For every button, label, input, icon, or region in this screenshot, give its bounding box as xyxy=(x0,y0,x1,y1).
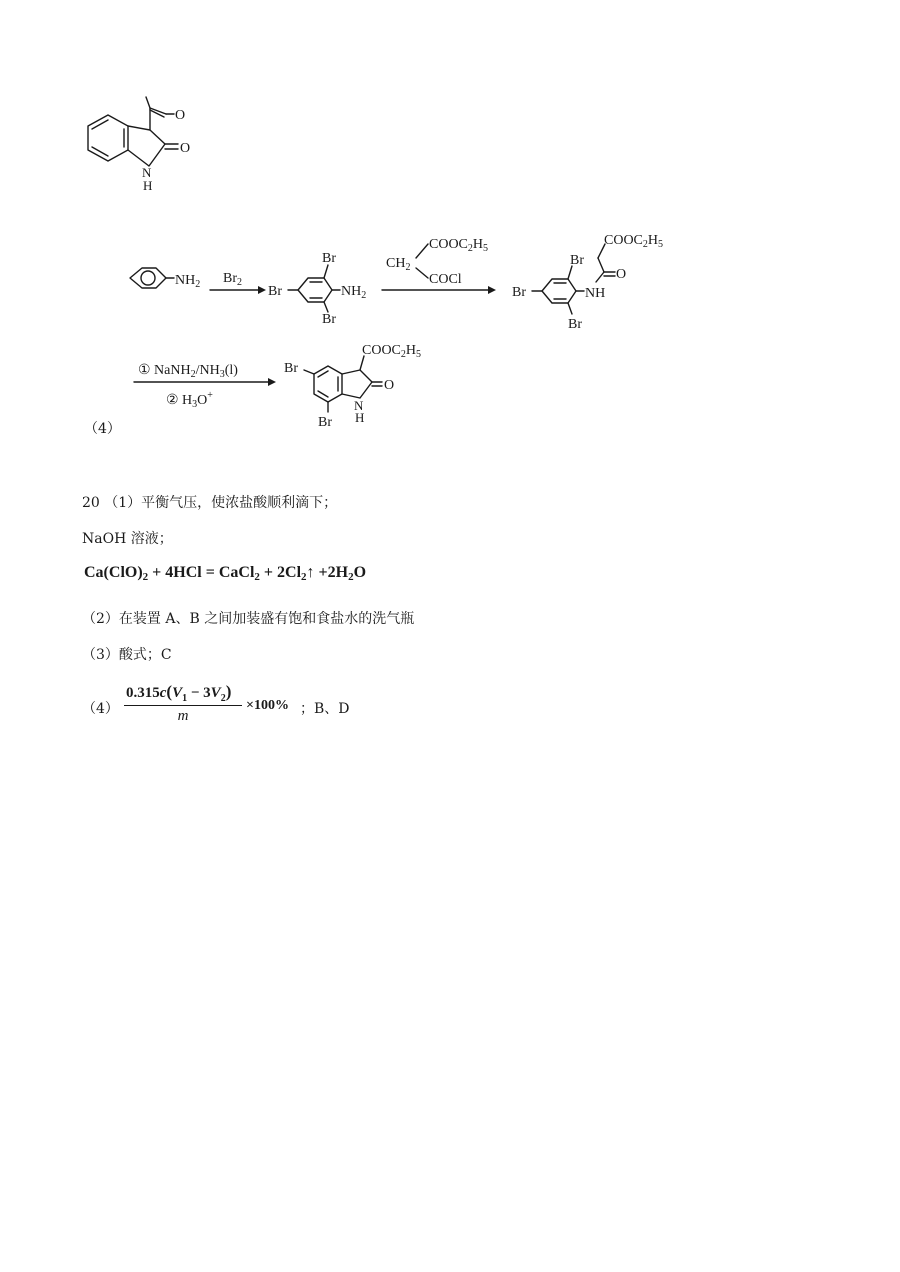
reaction-scheme-row1 xyxy=(110,220,710,330)
p3-ester: $COOC_2H_5$ xyxy=(362,343,422,360)
p2-o: O xyxy=(616,267,627,282)
p3-br-bottom: Br xyxy=(318,415,332,430)
reagent-ester: $COOC_2H_5$ xyxy=(429,237,489,254)
fraction-tail: ×100% xyxy=(246,698,289,713)
p3-br-top: Br xyxy=(284,361,298,376)
q20-line4: （3）酸式；C xyxy=(82,647,172,663)
p3-n: N xyxy=(354,398,364,413)
p2-nh: NH xyxy=(585,286,606,301)
p2-br-bottom: Br xyxy=(568,317,582,330)
p2-br-left: Br xyxy=(512,285,526,300)
part4-label: （4） xyxy=(84,421,121,437)
q20-line1: 20 （1）平衡气压，使浓盐酸顺利滴下； xyxy=(82,495,338,511)
q20-line2: NaOH 溶液； xyxy=(82,531,173,547)
fraction-expression xyxy=(124,682,242,725)
p1-br-bottom: Br xyxy=(322,312,336,327)
step2-reagent2: ② $H_3O^+$ xyxy=(166,390,213,410)
fraction-numerator: $0.315c(V_1 - 3V_2)$ xyxy=(126,682,232,704)
h-label: H xyxy=(143,178,153,193)
chemical-equation: $Ca(ClO)_2 + 4HCl$ = CaCl$_2$ + $2Cl_2↑ +2H_2O$ xyxy=(84,564,367,583)
reaction-scheme-row2 xyxy=(110,338,470,438)
n-label: N xyxy=(142,165,152,180)
q20-line5-suffix: ；B、D xyxy=(300,701,350,717)
step2-reagent1: ① $NaNH_2/NH_3(l)$ xyxy=(138,363,238,380)
acyl-o-label: O xyxy=(175,108,186,123)
p3-h: H xyxy=(355,410,365,425)
reagent-ch2: $CH_2$ xyxy=(386,256,411,273)
p1-nh2: $NH_2$ xyxy=(341,284,367,301)
fraction-bar xyxy=(124,705,242,706)
oxindole-acetyl-structure xyxy=(70,88,210,200)
p1-br-left: Br xyxy=(268,284,282,299)
q20-line3: （2）在装置 A、B 之间加装盛有饱和食盐水的洗气瓶 xyxy=(82,611,415,627)
p3-o: O xyxy=(384,378,395,393)
p2-br-top: Br xyxy=(570,253,584,268)
q20-line5-prefix: （4） xyxy=(82,701,119,717)
reagent-cocl: COCl xyxy=(429,272,462,287)
p2-ester: $COOC_2H_5$ xyxy=(604,233,664,250)
ring-o-label: O xyxy=(180,141,191,156)
p1-br-top: Br xyxy=(322,251,336,266)
aniline-nh2: $NH_2$ xyxy=(175,273,201,290)
reagent-br2: $Br_2$ xyxy=(223,271,242,288)
fraction-denominator: m xyxy=(177,708,189,724)
